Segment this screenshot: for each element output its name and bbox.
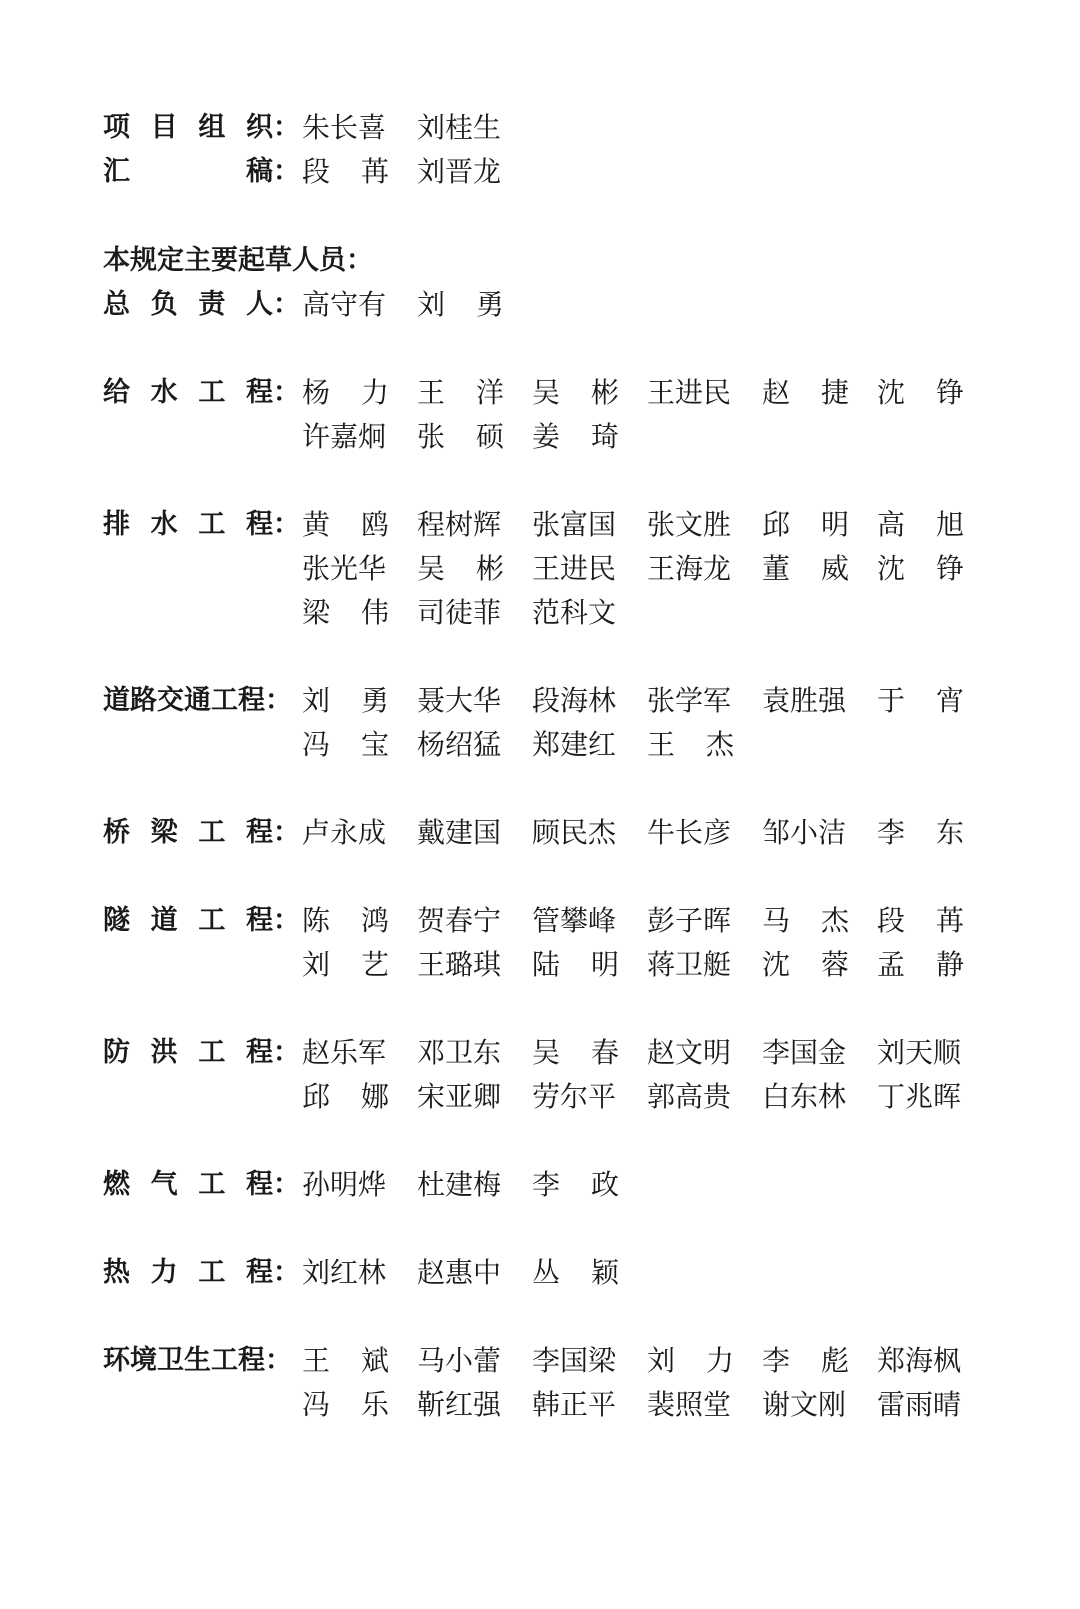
person-name: 邱 娜 xyxy=(302,1080,389,1113)
person-name: 黄 鸥 xyxy=(302,508,389,541)
person-name: 梁 伟 xyxy=(302,596,389,629)
person-name: 张学军 xyxy=(647,684,732,717)
person-name: 贺春宁 xyxy=(417,904,502,937)
drafters-heading: 本规定主要起草人员： xyxy=(103,245,373,276)
section-label: 桥 梁 工 程： xyxy=(103,817,300,848)
person-name: 张光华 xyxy=(302,552,387,585)
person-name: 王进民 xyxy=(647,376,732,409)
person-name: 邹小洁 xyxy=(762,816,847,849)
section-label: 隧 道 工 程： xyxy=(103,905,300,936)
person-name: 刘 勇 xyxy=(302,684,389,717)
person-name: 董 威 xyxy=(762,552,849,585)
person-name: 刘红林 xyxy=(302,1256,387,1289)
person-name: 王璐琪 xyxy=(417,948,502,981)
section-label: 环境卫生工程： xyxy=(103,1345,292,1376)
person-name: 郑海枫 xyxy=(877,1344,962,1377)
person-name: 范科文 xyxy=(532,596,617,629)
person-name: 彭子晖 xyxy=(647,904,732,937)
person-name: 郭高贵 xyxy=(647,1080,732,1113)
person-name: 王进民 xyxy=(532,552,617,585)
person-name: 顾民杰 xyxy=(532,816,617,849)
person-name: 杨绍猛 xyxy=(417,728,502,761)
person-name: 李 东 xyxy=(877,816,964,849)
person-name: 刘 艺 xyxy=(302,948,389,981)
section-label: 防 洪 工 程： xyxy=(103,1037,300,1068)
person-name: 司徒菲 xyxy=(417,596,502,629)
person-name: 马小蕾 xyxy=(417,1344,502,1377)
chief-label: 总 负 责 人： xyxy=(103,289,300,320)
person-name: 杨 力 xyxy=(302,376,389,409)
person-name: 陈 鸿 xyxy=(302,904,389,937)
person-name: 高守有 xyxy=(302,288,387,321)
person-name: 赵惠中 xyxy=(417,1256,502,1289)
person-name: 丁兆晖 xyxy=(877,1080,962,1113)
person-name: 卢永成 xyxy=(302,816,387,849)
section-label: 燃 气 工 程： xyxy=(103,1169,300,1200)
person-name: 沈 铮 xyxy=(877,376,964,409)
person-name: 裴照堂 xyxy=(647,1388,732,1421)
person-name: 郑建红 xyxy=(532,728,617,761)
person-name: 袁胜强 xyxy=(762,684,847,717)
person-name: 杜建梅 xyxy=(417,1168,502,1201)
person-name: 赵 捷 xyxy=(762,376,849,409)
person-name: 王海龙 xyxy=(647,552,732,585)
person-name: 孙明烨 xyxy=(302,1168,387,1201)
person-name: 刘晋龙 xyxy=(417,155,502,188)
person-name: 王 洋 xyxy=(417,376,504,409)
person-name: 吴 彬 xyxy=(417,552,504,585)
section-label: 道路交通工程： xyxy=(103,685,292,716)
person-name: 于 宵 xyxy=(877,684,964,717)
person-name: 沈 铮 xyxy=(877,552,964,585)
person-name: 聂大华 xyxy=(417,684,502,717)
person-name: 蒋卫艇 xyxy=(647,948,732,981)
person-name: 赵文明 xyxy=(647,1036,732,1069)
person-name: 高 旭 xyxy=(877,508,964,541)
person-name: 牛长彦 xyxy=(647,816,732,849)
section-label: 热 力 工 程： xyxy=(103,1257,300,1288)
compilation-label: 汇 稿： xyxy=(103,156,300,187)
person-name: 邓卫东 xyxy=(417,1036,502,1069)
person-name: 谢文刚 xyxy=(762,1388,847,1421)
person-name: 刘 勇 xyxy=(417,288,504,321)
person-name: 马 杰 xyxy=(762,904,849,937)
person-name: 陆 明 xyxy=(532,948,619,981)
person-name: 段 苒 xyxy=(302,155,389,188)
person-name: 朱长喜 xyxy=(302,111,387,144)
organization-label: 项 目 组 织： xyxy=(103,112,300,143)
person-name: 管攀峰 xyxy=(532,904,617,937)
person-name: 孟 静 xyxy=(877,948,964,981)
person-name: 戴建国 xyxy=(417,816,502,849)
person-name: 吴 春 xyxy=(532,1036,619,1069)
person-name: 赵乐军 xyxy=(302,1036,387,1069)
person-name: 冯 乐 xyxy=(302,1388,389,1421)
person-name: 刘天顺 xyxy=(877,1036,962,1069)
person-name: 段 苒 xyxy=(877,904,964,937)
person-name: 劳尔平 xyxy=(532,1080,617,1113)
person-name: 韩正平 xyxy=(532,1388,617,1421)
person-name: 张 硕 xyxy=(417,420,504,453)
person-name: 邱 明 xyxy=(762,508,849,541)
person-name: 宋亚卿 xyxy=(417,1080,502,1113)
person-name: 李国金 xyxy=(762,1036,847,1069)
person-name: 冯 宝 xyxy=(302,728,389,761)
person-name: 沈 蓉 xyxy=(762,948,849,981)
person-name: 刘 力 xyxy=(647,1344,734,1377)
person-name: 丛 颖 xyxy=(532,1256,619,1289)
person-name: 张富国 xyxy=(532,508,617,541)
person-name: 刘桂生 xyxy=(417,111,502,144)
person-name: 王 杰 xyxy=(647,728,734,761)
person-name: 张文胜 xyxy=(647,508,732,541)
person-name: 李 彪 xyxy=(762,1344,849,1377)
section-label: 给 水 工 程： xyxy=(103,377,300,408)
person-name: 姜 琦 xyxy=(532,420,619,453)
person-name: 段海林 xyxy=(532,684,617,717)
person-name: 雷雨晴 xyxy=(877,1388,962,1421)
person-name: 吴 彬 xyxy=(532,376,619,409)
person-name: 许嘉炯 xyxy=(302,420,387,453)
person-name: 靳红强 xyxy=(417,1388,502,1421)
person-name: 王 斌 xyxy=(302,1344,389,1377)
person-name: 李 政 xyxy=(532,1168,619,1201)
section-label: 排 水 工 程： xyxy=(103,509,300,540)
person-name: 白东林 xyxy=(762,1080,847,1113)
person-name: 李国梁 xyxy=(532,1344,617,1377)
person-name: 程树辉 xyxy=(417,508,502,541)
